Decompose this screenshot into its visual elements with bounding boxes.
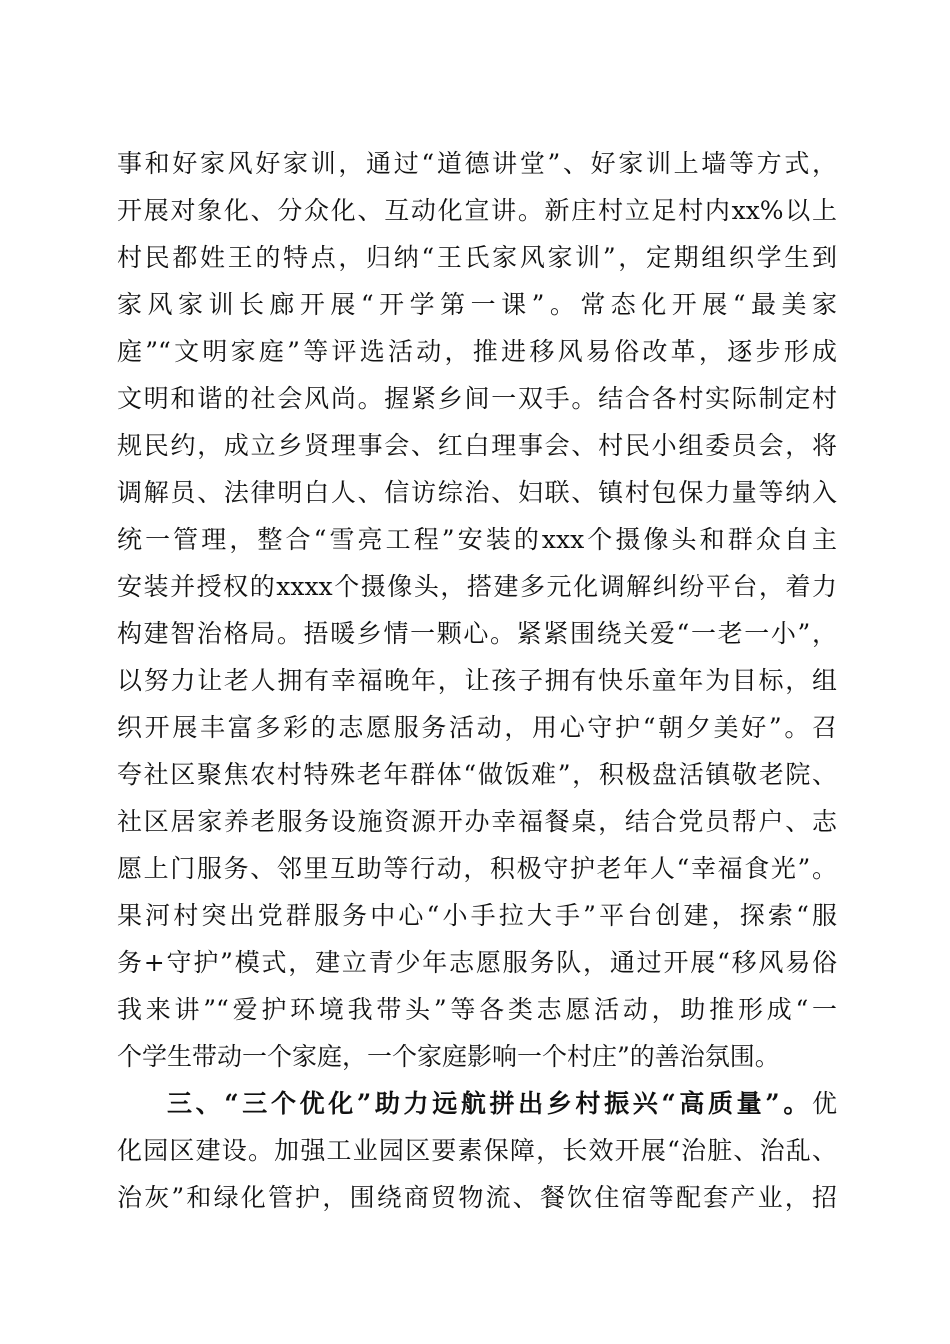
text-line: 务+守护”模式，建立青少年志愿服务队，通过开展“移风易俗 (117, 948, 837, 977)
text-line: 社区居家养老服务设施资源开办幸福餐桌，结合党员帮户、志 (117, 807, 837, 836)
text-line: 事和好家风好家训，通过“道德讲堂”、好家训上墙等方式， (117, 149, 837, 178)
text-line: 统一管理，整合“雪亮工程”安装的xxx个摄像头和群众自主 (117, 525, 837, 554)
text-line: 调解员、法律明白人、信访综治、妇联、镇村包保力量等纳入 (117, 478, 837, 507)
text-line: 村民都姓王的特点，归纳“王氏家风家训”，定期组织学生到 (117, 243, 837, 272)
text-line: 开展对象化、分众化、互动化宣讲。新庄村立足村内xx%以上 (117, 196, 837, 225)
text-line: 织开展丰富多彩的志愿服务活动，用心守护“朝夕美好”。召 (117, 713, 837, 742)
heading-continuation: 优 (811, 1089, 837, 1118)
text-line: 以努力让老人拥有幸福晚年，让孩子拥有快乐童年为目标，组 (117, 666, 837, 695)
text-line: 庭”“文明家庭”等评选活动，推进移风易俗改革，逐步形成 (117, 337, 837, 366)
text-line: 化园区建设。加强工业园区要素保障，长效开展“治脏、治乱、 (117, 1136, 837, 1165)
text-line: 我来讲”“爱护环境我带头”等各类志愿活动，助推形成“一 (117, 995, 837, 1024)
text-line: 夸社区聚焦农村特殊老年群体“做饭难”，积极盘活镇敬老院、 (117, 760, 837, 789)
text-line: 治灰”和绿化管护，围绕商贸物流、餐饮住宿等配套产业，招 (117, 1183, 837, 1212)
section-heading: 三、“三个优化”助力远航拼出乡村振兴“高质量”。 (167, 1089, 812, 1118)
body-text (117, 140, 837, 1221)
text-line: 规民约，成立乡贤理事会、红白理事会、村民小组委员会，将 (117, 431, 837, 460)
text-line: 愿上门服务、邻里互助等行动，积极守护老年人“幸福食光”。 (117, 854, 837, 883)
text-line: 构建智治格局。捂暖乡情一颗心。紧紧围绕关爱“一老一小”， (117, 619, 837, 648)
text-line: 文明和谐的社会风尚。握紧乡间一双手。结合各村实际制定村 (117, 384, 837, 413)
text-line: 果河村突出党群服务中心“小手拉大手”平台创建，探索“服 (117, 901, 837, 930)
text-line: 个学生带动一个家庭，一个家庭影响一个村庄”的善治氛围。 (117, 1042, 780, 1071)
text-line: 安装并授权的xxxx个摄像头，搭建多元化调解纠纷平台，着力 (117, 572, 837, 601)
text-line: 家风家训长廊开展“开学第一课”。常态化开展“最美家 (117, 290, 837, 319)
section-heading-line (117, 1080, 837, 1127)
